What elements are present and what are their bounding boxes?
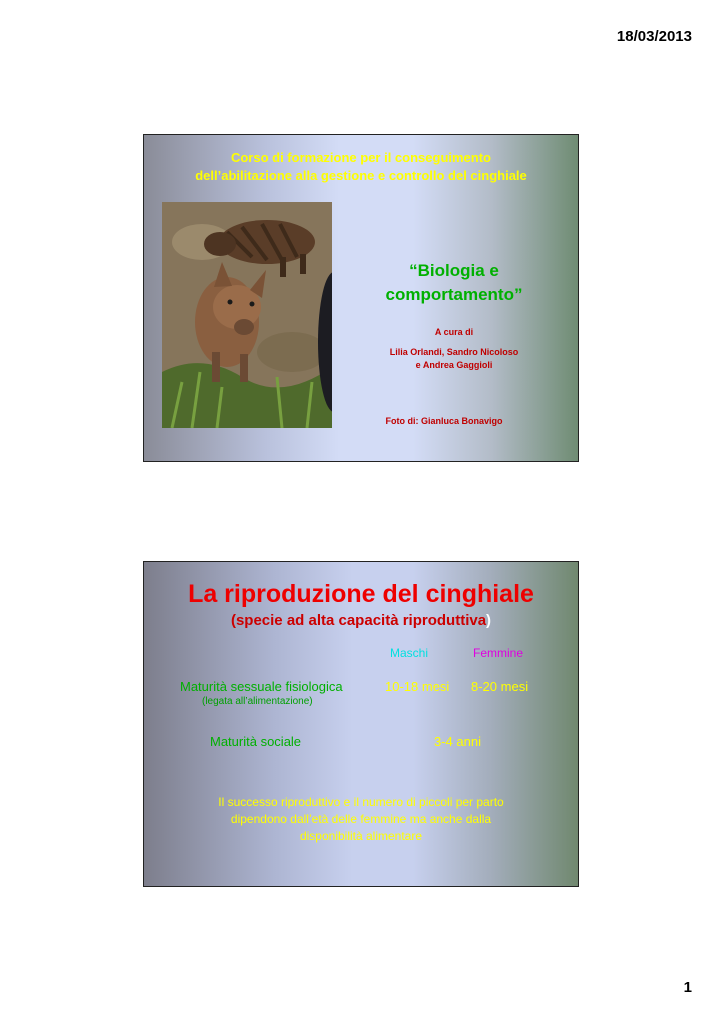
row-physiological-maturity-females: 8-20 mesi — [471, 679, 529, 694]
slide-1 — [143, 134, 579, 462]
presentation-title-line-2: comportamento” — [385, 285, 523, 304]
row-physiological-maturity-males: 10-18 mesi — [385, 679, 450, 694]
wild-boar-piglets-photo — [162, 202, 332, 428]
reproductive-success-note-line-1: Il successo riproduttivo e il numero di piccoli per parto — [218, 795, 504, 809]
row-physiological-maturity-label: Maturità sessuale fisiologica — [180, 679, 343, 694]
reproductive-success-note-line-2: dipendono dall’età delle femmine ma anche dalla — [230, 812, 492, 826]
reproductive-success-note-line-3: disponibilità alimentare — [299, 829, 423, 843]
slide-subtitle — [144, 612, 578, 629]
page-number: 1 — [683, 979, 692, 996]
wild-boar-photo-illustration — [162, 202, 332, 428]
authors-line-1: Lilia Orlandi, Sandro Nicoloso — [389, 347, 519, 357]
reproductive-success-note — [144, 794, 578, 845]
row-social-maturity-label: Maturità sociale — [210, 734, 302, 749]
header-date: 18/03/2013 — [616, 28, 692, 45]
authors-line-2: e Andrea Gaggioli — [415, 360, 493, 370]
slide-2 — [143, 561, 579, 887]
slide-subtitle-text: (specie ad alta capacità riproduttiva — [230, 612, 487, 629]
row-physiological-maturity-note: (legata all’alimentazione) — [202, 696, 313, 707]
course-heading-line-1: Corso di formazione per il conseguimento — [230, 150, 492, 165]
photo-credit: Foto di: Gianluca Bonavigo — [385, 416, 503, 426]
column-header-females: Femmine — [473, 646, 524, 660]
edited-by-label: A cura di — [434, 327, 474, 337]
authors — [334, 346, 574, 372]
presentation-title-line-1: “Biologia e — [409, 261, 499, 280]
course-heading-line-2: dell’abilitazione alla gestione e controllo del cinghiale — [195, 168, 527, 183]
slide-title: La riproduzione del cinghiale — [188, 580, 534, 608]
column-header-males: Maschi — [390, 646, 429, 660]
slide-subtitle-close: ) — [486, 612, 492, 629]
row-social-maturity-value: 3-4 anni — [434, 734, 481, 749]
course-heading — [144, 149, 578, 185]
presentation-title — [334, 259, 574, 307]
